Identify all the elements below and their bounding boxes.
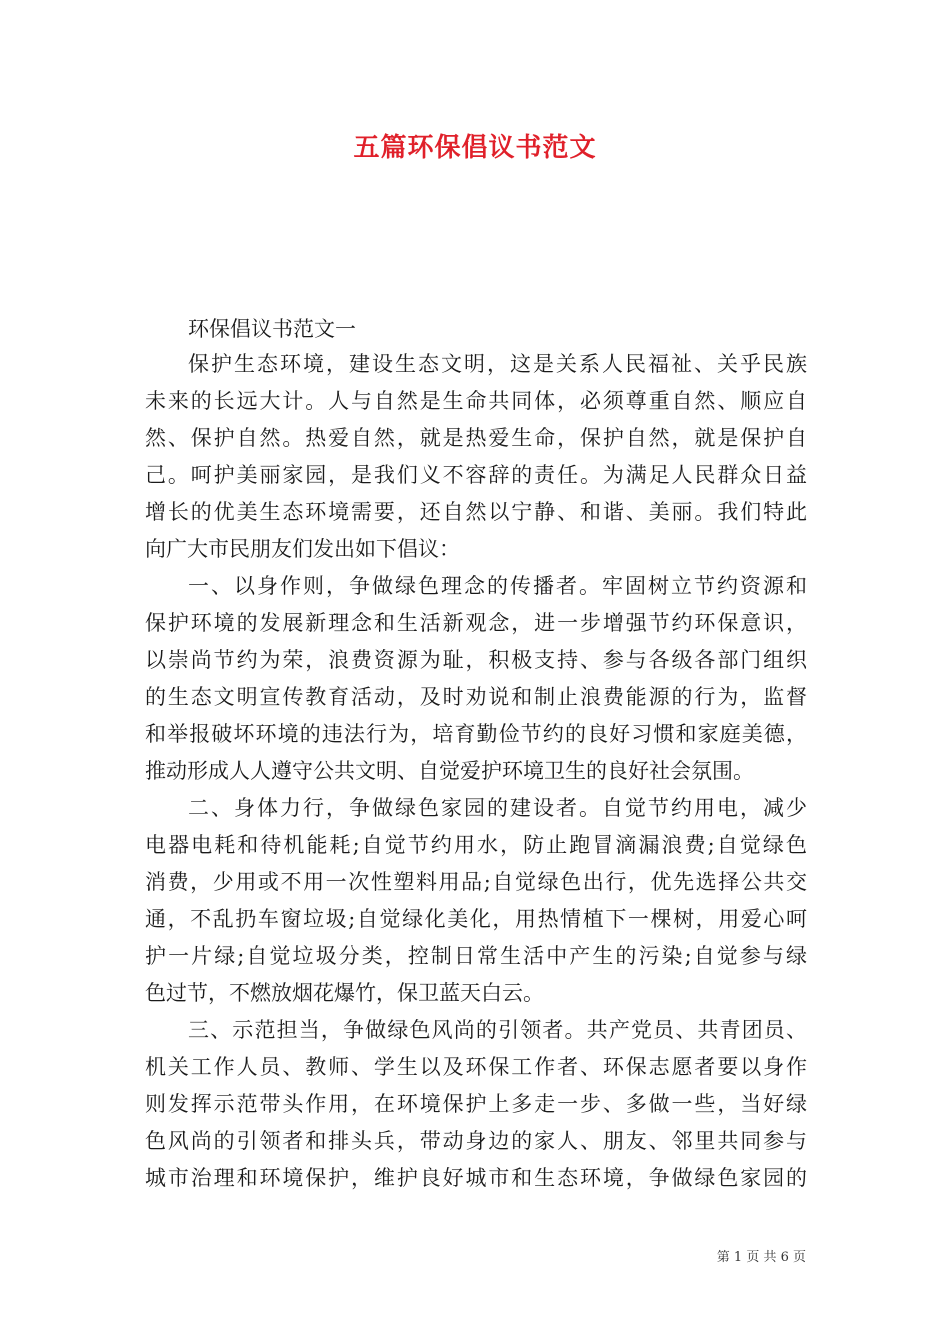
text-line: 消费，少用或不用一次性塑料用品;自觉绿色出行，优先选择公共交 [145, 870, 807, 894]
text-line: 三、示范担当，争做绿色风尚的引领者。共产党员、共青团员、 [188, 1018, 807, 1042]
text-line: 一、以身作则，争做绿色理念的传播者。牢固树立节约资源和 [188, 574, 807, 598]
text-line: 然、保护自然。热爱自然，就是热爱生命，保护自然，就是保护自 [145, 426, 807, 450]
text-line: 推动形成人人遵守公共文明、自觉爱护环境卫生的良好社会氛围。 [145, 759, 754, 783]
text-line: 机关工作人员、教师、学生以及环保工作者、环保志愿者要以身作 [145, 1055, 807, 1079]
text-line: 通，不乱扔车窗垃圾;自觉绿化美化，用热情植下一棵树，用爱心呵 [145, 907, 807, 931]
section-heading: 环保倡议书范文一 [188, 317, 356, 341]
text-line: 和举报破坏环境的违法行为，培育勤俭节约的良好习惯和家庭美德， [145, 722, 807, 746]
text-line: 保护环境的发展新理念和生活新观念，进一步增强节约环保意识， [145, 611, 807, 635]
text-line: 城市治理和环境保护，维护良好城市和生态环境，争做绿色家园的 [145, 1166, 807, 1190]
text-line: 则发挥示范带头作用，在环境保护上多走一步、多做一些，当好绿 [145, 1092, 807, 1116]
text-line: 以崇尚节约为荣，浪费资源为耻，积极支持、参与各级各部门组织 [145, 648, 807, 672]
text-line: 色风尚的引领者和排头兵，带动身边的家人、朋友、邻里共同参与 [145, 1129, 807, 1153]
text-line: 的生态文明宣传教育活动，及时劝说和制止浪费能源的行为，监督 [145, 685, 807, 709]
text-line: 二、身体力行，争做绿色家园的建设者。自觉节约用电，减少 [188, 796, 807, 820]
document-title: 五篇环保倡议书范文 [353, 133, 597, 163]
text-line: 电器电耗和待机能耗;自觉节约用水，防止跑冒滴漏浪费;自觉绿色 [145, 833, 807, 857]
text-line: 护一片绿;自觉垃圾分类，控制日常生活中产生的污染;自觉参与绿 [145, 944, 807, 968]
text-line: 己。呵护美丽家园，是我们义不容辞的责任。为满足人民群众日益 [145, 463, 807, 487]
text-line: 色过节，不燃放烟花爆竹，保卫蓝天白云。 [145, 981, 544, 1005]
page-number-footer: 第 1 页 共 6 页 [716, 1250, 806, 1265]
text-line: 增长的优美生态环境需要，还自然以宁静、和谐、美丽。我们特此 [145, 500, 807, 524]
text-line: 未来的长远大计。人与自然是生命共同体，必须尊重自然、顺应自 [145, 389, 807, 413]
text-line: 向广大市民朋友们发出如下倡议： [145, 537, 460, 561]
document-body [145, 346, 807, 1197]
text-line: 保护生态环境，建设生态文明，这是关系人民福祉、关乎民族 [188, 352, 807, 376]
